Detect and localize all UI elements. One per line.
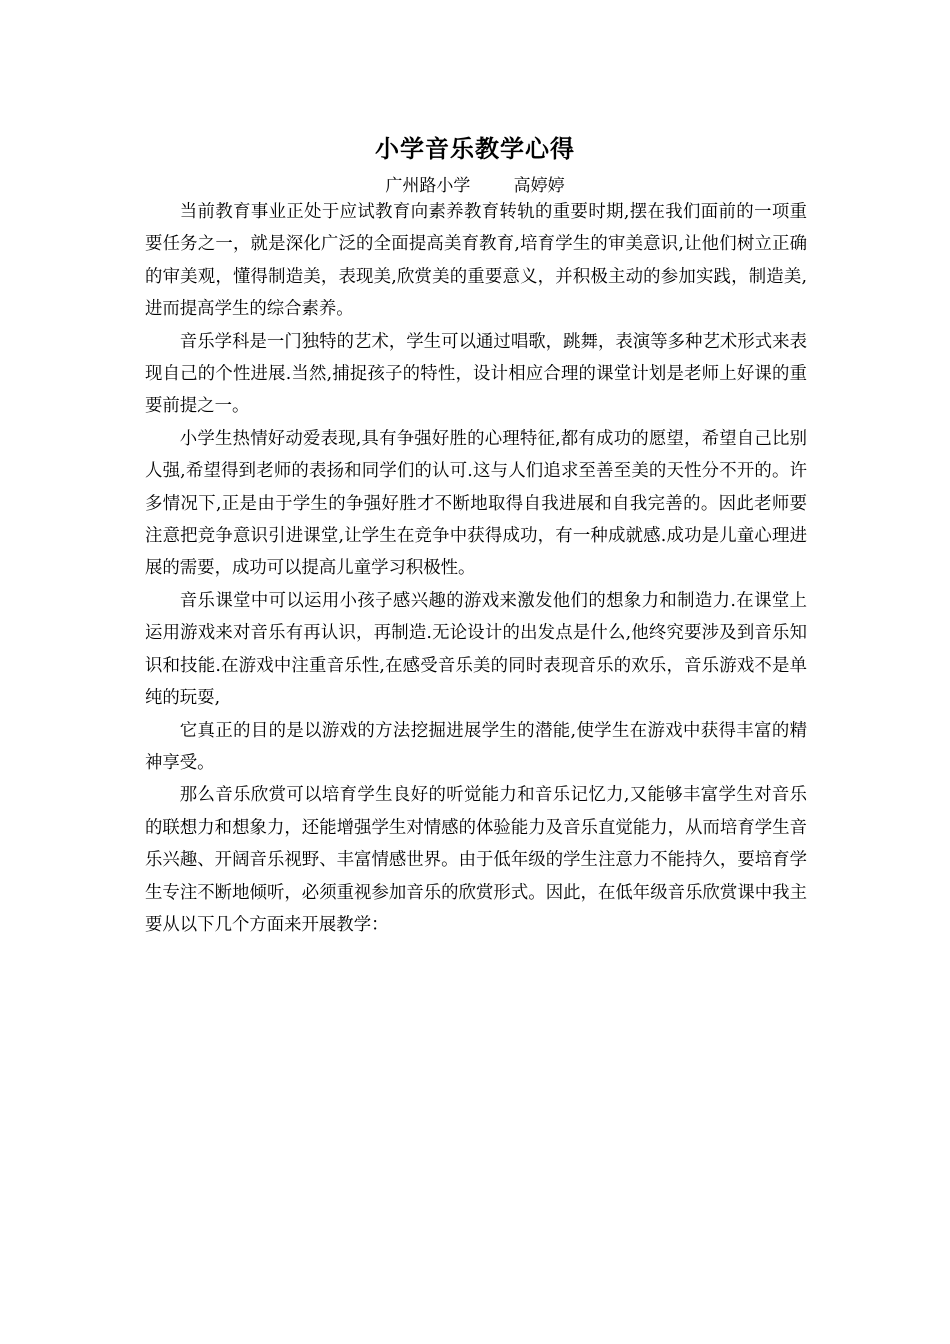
- paragraph: 那么音乐欣赏可以培育学生良好的听觉能力和音乐记忆力,又能够丰富学生对音乐的联想力和想象力，还能增强学生对情感的体验能力及音乐直觉能力，从而培育学生音乐兴趣、开阔音乐视野、丰富情感世界。由于低年级的学生注意力不能持久，要培育学生专注不断地倾听，必须重视参加音乐的欣赏形式。因此，在低年级音乐欣赏课中我主要从以下几个方面来开展教学：: [145, 785, 807, 935]
- paragraph: 它真正的目的是以游戏的方法挖掘进展学生的潜能,使学生在游戏中获得丰富的精神享受。: [145, 720, 807, 773]
- paragraph: 音乐学科是一门独特的艺术，学生可以通过唱歌，跳舞，表演等多种艺术形式来表现自己的个性进展.当然,捕捉孩子的特性，设计相应合理的课堂计划是老师上好课的重要前提之一。: [145, 331, 807, 417]
- document-body: [145, 196, 807, 941]
- author-byline: 广州路小学 高婷婷: [385, 176, 565, 196]
- paragraph: 小学生热情好动爱表现,具有争强好胜的心理特征,都有成功的愿望，希望自己比别人强,希望得到老师的表扬和同学们的认可.这与人们追求至善至美的天性分不开的。许多情况下,正是由于学生的争强好胜才不断地取得自我进展和自我完善的。因此老师要注意把竞争意识引进课堂,让学生在竞争中获得成功，有一种成就感.成功是儿童心理进展的需要，成功可以提高儿童学习积极性。: [145, 428, 807, 579]
- paragraph: 当前教育事业正处于应试教育向素养教育转轨的重要时期,摆在我们面前的一项重要任务之一，就是深化广泛的全面提高美育教育,培育学生的审美意识,让他们树立正确的审美观，懂得制造美，表现美,欣赏美的重要意义，并积极主动的参加实践，制造美,进而提高学生的综合素养。: [145, 202, 807, 320]
- document-title: 小学音乐教学心得: [375, 134, 575, 163]
- paragraph: 音乐课堂中可以运用小孩子感兴趣的游戏来激发他们的想象力和制造力.在课堂上运用游戏来对音乐有再认识，再制造.无论设计的出发点是什么,他终究要涉及到音乐知识和技能.在游戏中注重音乐性,在感受音乐美的同时表现音乐的欢乐，音乐游戏不是单纯的玩耍,: [145, 590, 807, 709]
